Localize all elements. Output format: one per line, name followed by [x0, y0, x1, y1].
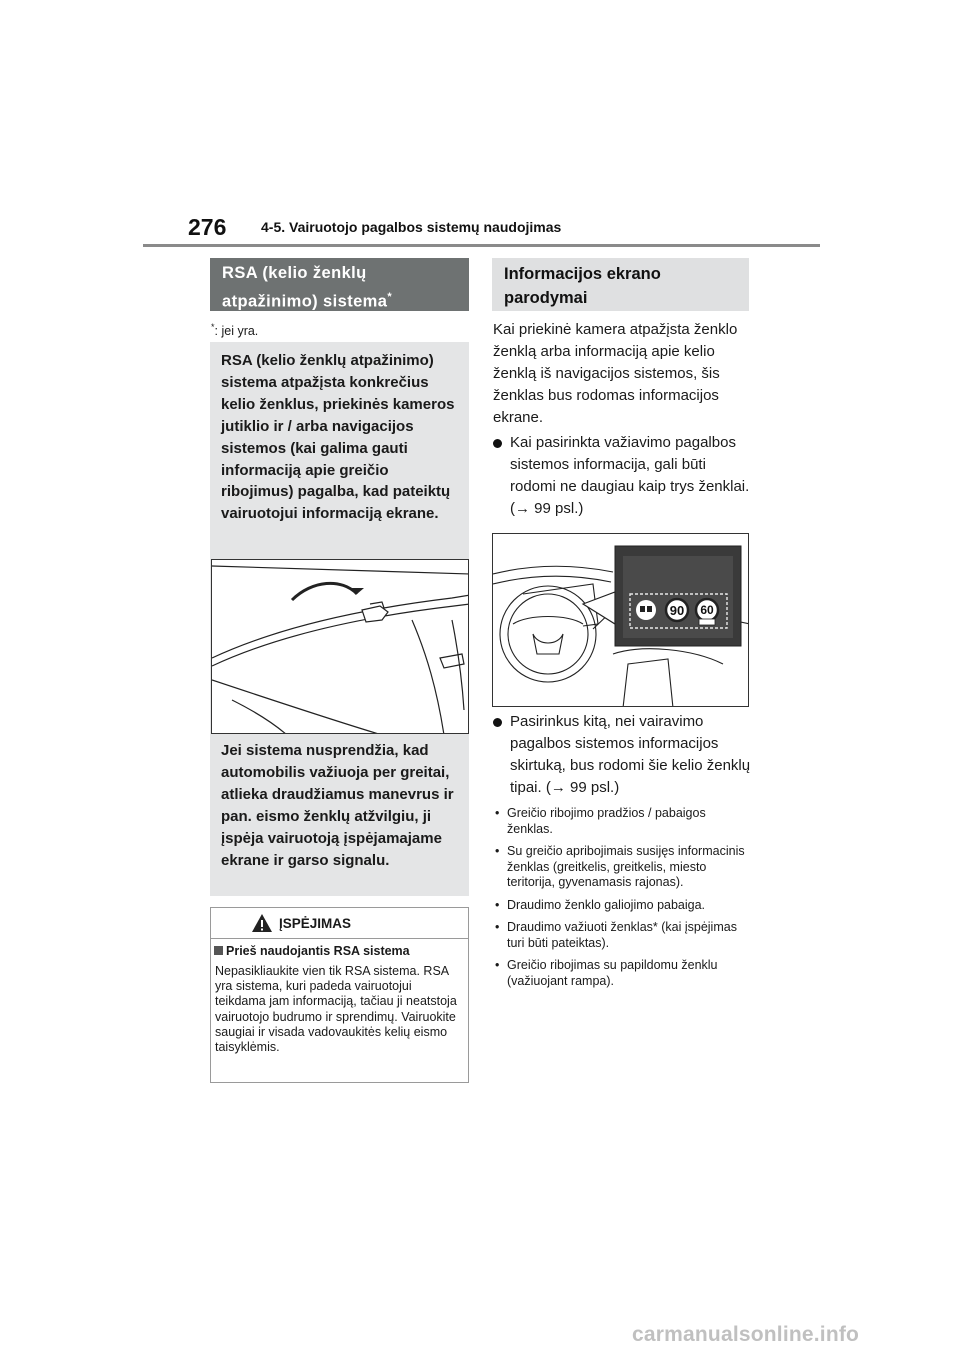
windshield-camera-figure [211, 559, 469, 734]
caution-body: Nepasikliaukite vien tik RSA sistema. RSA yra sistema, kuri padeda vairuotojui teikdama jam informaciją, tačiau ji neatstoja vairuotojo budrumo ir sprendimų. Vairuokite saugiai ir visada vadovaukitės kelių eismo taisyklėmis. [215, 964, 457, 1055]
list-item: • Draudimo ženklo galiojimo pabaiga. [493, 898, 753, 914]
list-item: • Greičio ribojimo pradžios / pabaigos ženklas. [493, 806, 753, 837]
rsa-title-asterisk: * [387, 291, 392, 303]
caution-subtitle [214, 944, 410, 958]
caution-subtitle-text: Prieš naudojantis RSA sistema [226, 944, 410, 958]
bullet-dot-icon [493, 439, 502, 448]
bullet-other-tab-text: Pasirinkus kitą, nei vairavimo pagalbos sistemos informacijos skirtuką, bus rodomi šie kelio ženklų tipai. (→ 99 psl.) [510, 713, 751, 796]
square-bullet-icon [214, 946, 223, 955]
dashboard-display-figure [492, 533, 749, 707]
bullet-dot-icon [493, 718, 502, 727]
display-section-title: Informacijos ekrano parodymai [492, 258, 749, 311]
bullet-driving-assist-text: Kai pasirinkta važiavimo pagalbos sistemos informacija, gali būti rodomi ne daugiau kaip trys ženklai. (→ 99 psl.) [510, 434, 750, 517]
chapter-title: 4-5. Vairuotojo pagalbos sistemų naudojimas [261, 219, 562, 235]
display-intro-text: Kai priekinė kamera atpažįsta ženklo ženklą arba informaciją apie kelio ženklą iš navigacijos sistemos, šis ženklas bus rodomas informacijos ekrane. [493, 321, 738, 426]
bullet-driving-assist [493, 432, 755, 520]
rsa-section-title-text: RSA (kelio ženklų atpažinimo) sistema [222, 264, 388, 311]
site-watermark: carmanualsonline.info [632, 1323, 860, 1346]
page-number: 276 [188, 214, 227, 240]
caution-header [211, 908, 468, 939]
footnote-mark: * [211, 322, 215, 332]
header-rule [143, 244, 820, 247]
speed-sign-60: 60 [700, 603, 714, 617]
rsa-warning-paragraph: Jei sistema nusprendžia, kad automobilis važiuoja per greitai, atlieka draudžiamus manevrus ir pan. eismo ženklų atžvilgiu, ji įspėja vairuotoją įspėjamajame ekrane ir garso signalu. [221, 742, 454, 869]
footnote-text: : jei yra. [214, 324, 259, 339]
availability-footnote [211, 322, 258, 338]
rsa-section-title [210, 258, 469, 311]
list-item: • Su greičio apribojimais susijęs informacinis ženklas (greitkelis, greitkelis, miesto teritorija, gyvenamasis rajonas). [493, 844, 753, 891]
list-item: • Draudimo važiuoti ženklas* (kai įspėjimas turi būti pateiktas). [493, 920, 753, 951]
caution-box [210, 907, 469, 1083]
speed-sign-90: 90 [669, 603, 685, 618]
rsa-intro-text: RSA (kelio ženklų atpažinimo) sistema atpažįsta konkrečius kelio ženklus, priekinės kameros jutiklio ir / arba navigacijos sistemos (kai galima gauti informaciją apie greičio ribojimus) pagalba, kad pateiktų vairuotojui informaciją ekrane. [221, 352, 455, 523]
sign-types-list [493, 806, 753, 996]
dashboard-illustration [493, 534, 749, 707]
warning-triangle-icon [251, 913, 273, 933]
bullet-other-tab [493, 711, 755, 799]
caution-title: ĮSPĖJIMAS [279, 916, 352, 931]
windshield-illustration [212, 560, 469, 734]
list-item: • Greičio ribojimas su papildomu ženklu (važiuojant rampa). [493, 958, 753, 989]
